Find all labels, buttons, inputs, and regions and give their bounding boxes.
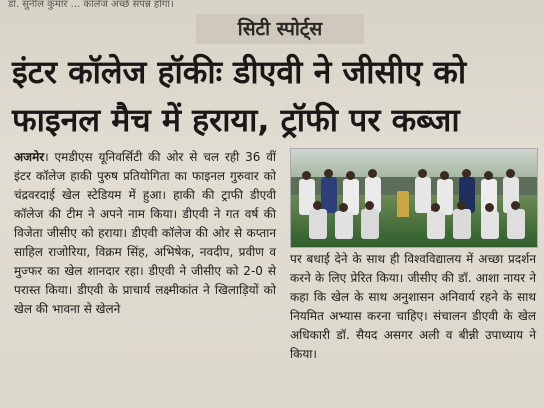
player — [415, 177, 431, 213]
team-photo — [290, 148, 538, 248]
player-head — [431, 203, 440, 212]
player-head — [484, 171, 493, 180]
player-head — [365, 201, 374, 210]
dateline: अजमेर — [14, 150, 45, 164]
player — [427, 211, 445, 239]
player-head — [339, 203, 348, 212]
article-body-left: । एमडीएस यूनिवर्सिटी की ओर से चल रही 36 वीं इंटर कॉलेज हाकी पुरुष प्रतियोगिता का फाइनल गुरुवार को चंद्रवरदाई खेल स्टेडियम में हुआ। हाकी की ट्राफी डीएवी कॉलेज की टीम ने अपने नाम किया। डीएवी ने गत वर्ष की विजेता जीसीए को हराया। डीएवी कॉलेज की ओर से कप्तान साहिल राजोरिया, विक्रम सिंह, अभिषेक, नवदीप, प्रवीण व मुज्फर का खेल शानदार रहा। डीएवी ने जीसीए को 2-0 से परास्त किया। डीएवी के प्राचार्य लक्ष्मीकांत ने खिलाड़ियों को खेल की भावना से खेलने — [14, 150, 276, 316]
player — [481, 211, 499, 239]
trophy — [397, 191, 409, 217]
player — [335, 211, 353, 239]
player — [453, 209, 471, 239]
player-head — [485, 203, 494, 212]
player-head — [313, 201, 322, 210]
previous-article-strip: डॉ. सुनील कुमार ... कॉलेज अच्छे संपन्न होगा। — [8, 0, 174, 10]
player — [507, 209, 525, 239]
player-head — [368, 169, 377, 178]
headline-line-1: इंटर कॉलेज हॉकीः डीएवी ने जीसीए को — [12, 53, 467, 91]
headline-line-2: फाइनल मैच में हराया, ट्रॉफी पर कब्जा — [12, 101, 460, 139]
article-column-left — [14, 148, 276, 319]
player — [361, 209, 379, 239]
player-head — [302, 171, 311, 180]
player-head — [511, 201, 520, 210]
player-head — [346, 171, 355, 180]
player-head — [462, 169, 471, 178]
player — [321, 177, 337, 213]
player-head — [418, 169, 427, 178]
player — [309, 209, 327, 239]
section-tag: सिटी स्पोर्ट्स — [196, 14, 364, 44]
player-head — [440, 171, 449, 180]
article-column-right: पर बधाई देने के साथ ही विश्वविद्यालय में अच्छा प्रदर्शन करने के लिए प्रेरित किया। जीसीए की डॉ. आशा नायर ने कहा कि खेल के साथ अनुशासन अनिवार्य रहने के साथ नियमित अभ्यास करना चाहिए। संचालन डीएवी के खेल अधिकारी डॉ. सैयद असगर अली व बीन्नी उपाध्याय ने किया। — [290, 252, 536, 361]
player-head — [457, 201, 466, 210]
player-head — [506, 169, 515, 178]
player-head — [324, 169, 333, 178]
